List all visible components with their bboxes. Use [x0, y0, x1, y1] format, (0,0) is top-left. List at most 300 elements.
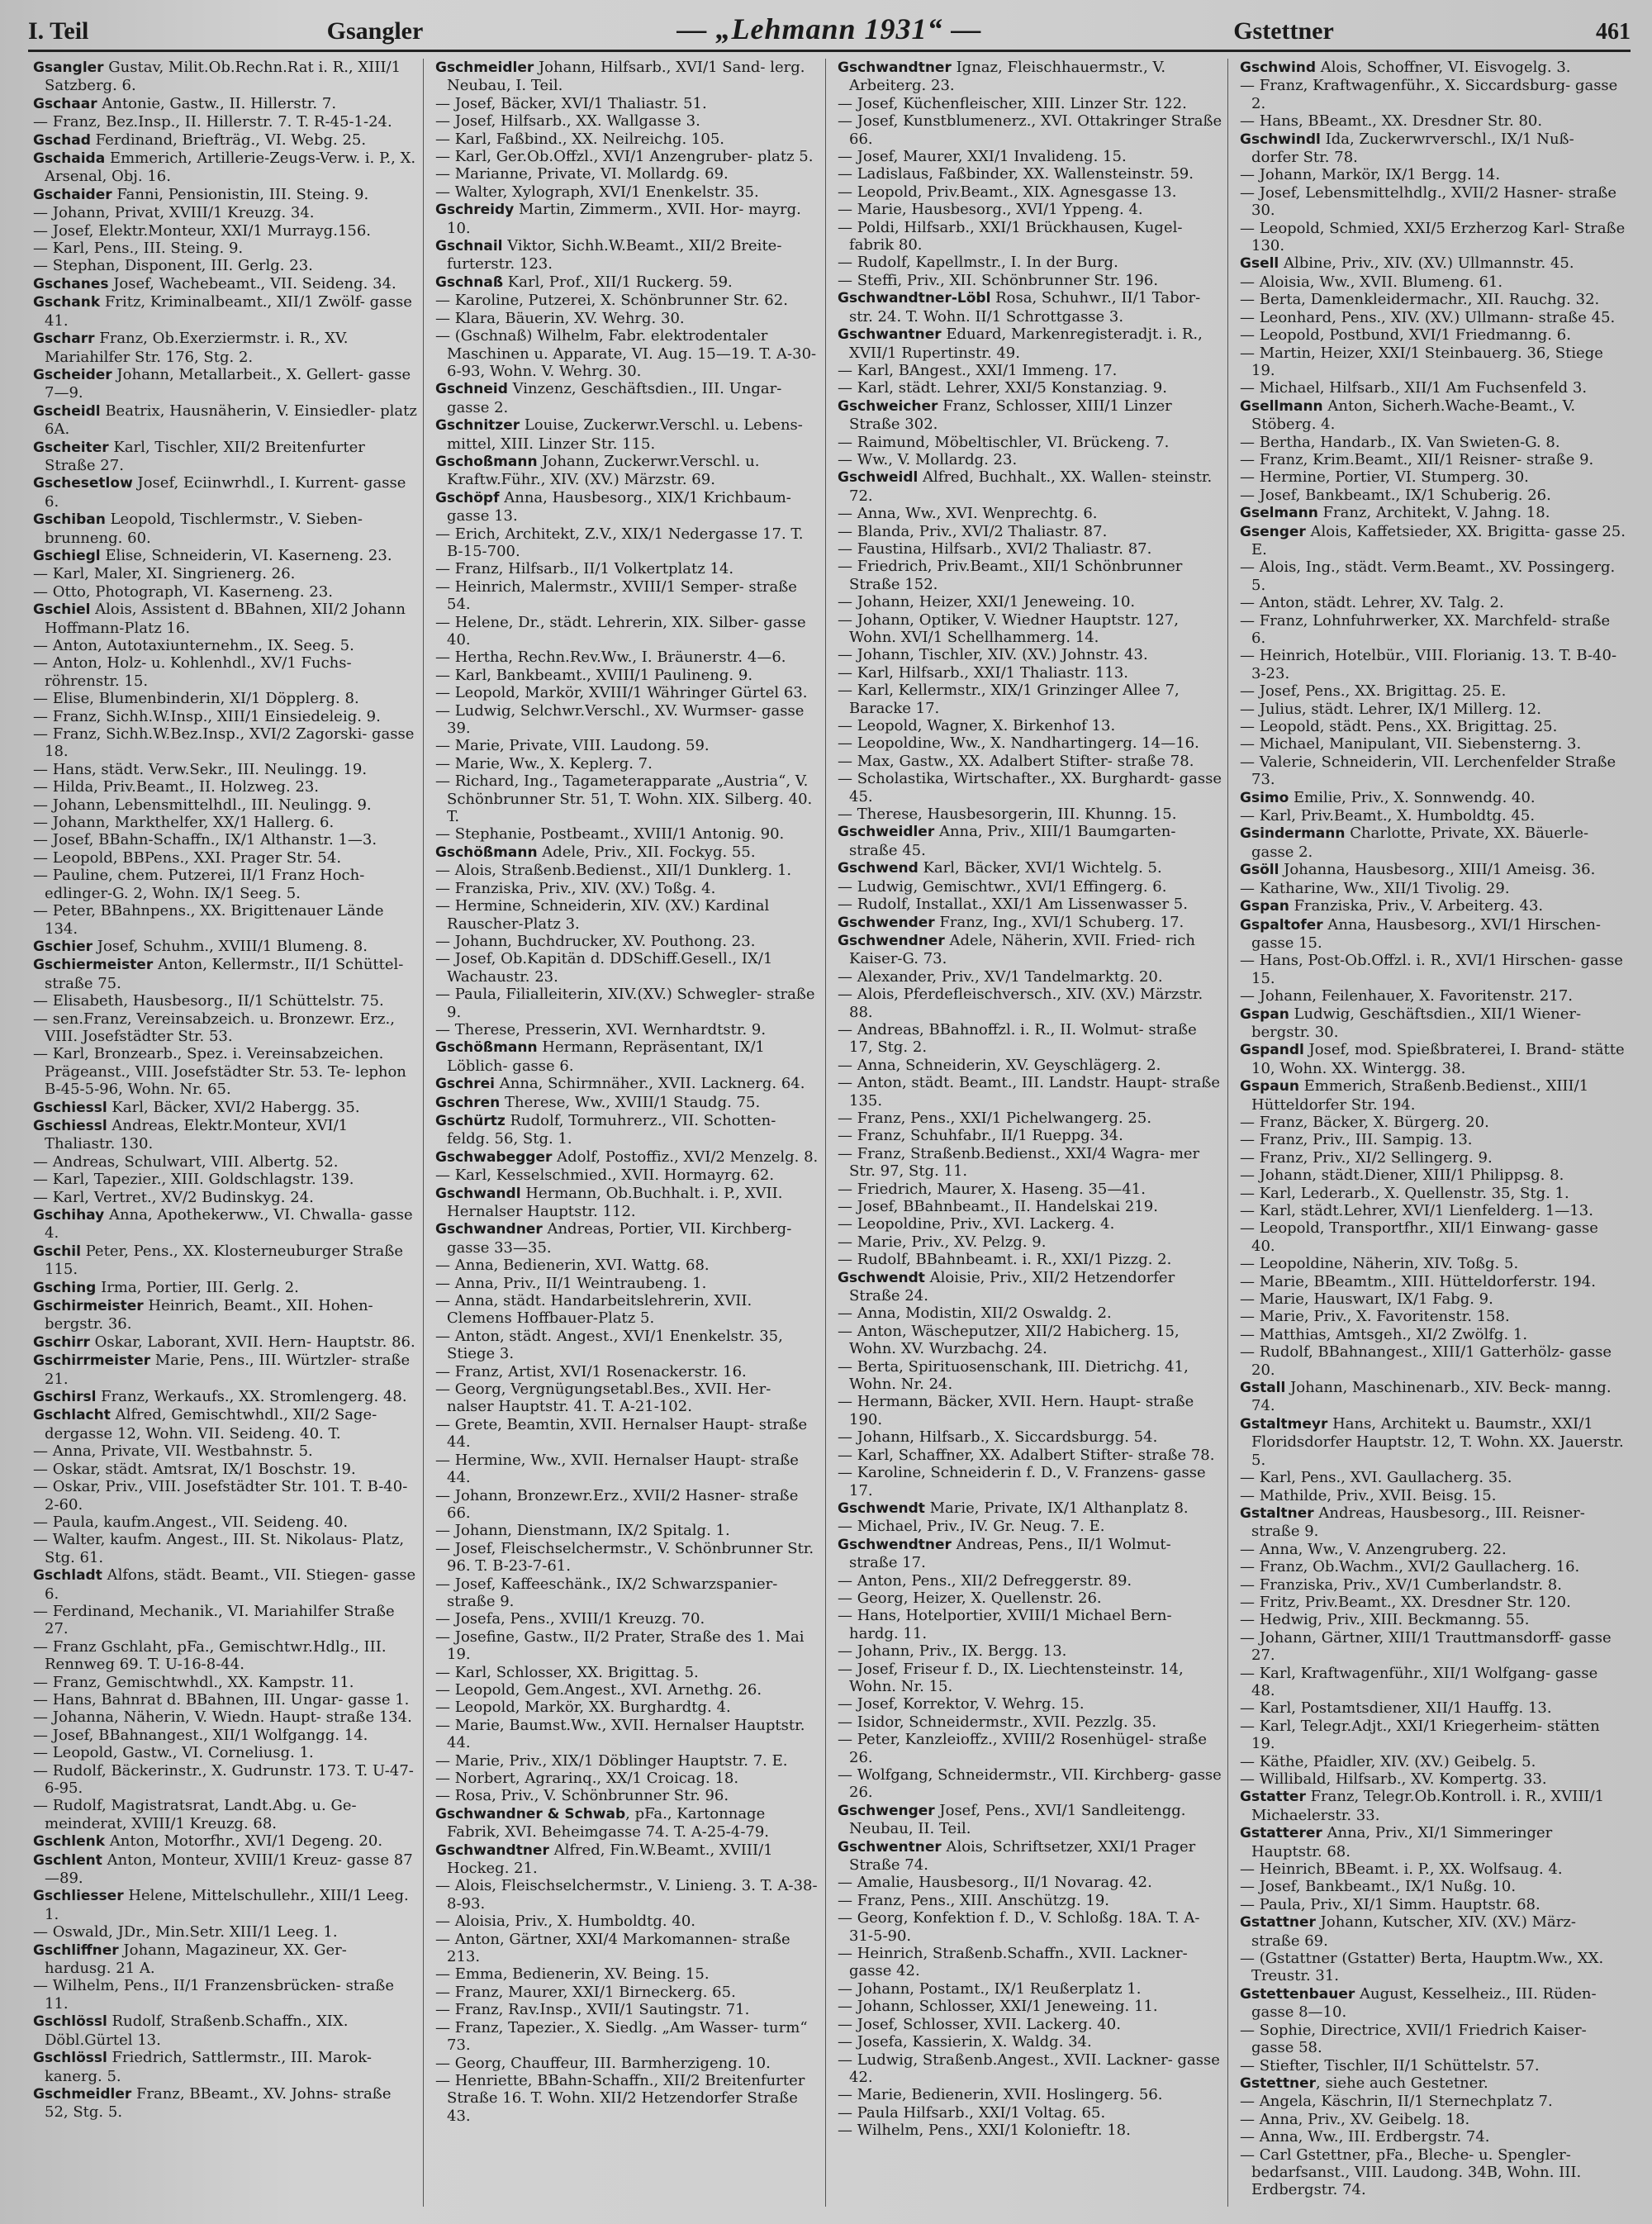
entry-text: Charlotte, Private, XX. Bäuerle- gasse 2. — [1251, 824, 1589, 861]
entry-surname: Gschiel — [33, 601, 91, 619]
entry-text: — Marie, Priv., XV. Pelzg. 9. — [838, 1233, 1047, 1251]
directory-entry — [33, 1333, 418, 1352]
directory-entry — [838, 1358, 1222, 1394]
entry-text: — Blanda, Priv., XVI/2 Thaliastr. 87. — [838, 522, 1108, 540]
entry-text: Ignaz, Fleischhauermstr., V. Arbeiterg. 23. — [849, 59, 1166, 95]
directory-entry — [1240, 753, 1626, 789]
entry-surname: Gsenger — [1240, 523, 1306, 540]
directory-entry — [838, 558, 1222, 593]
entry-text: — Josef, Kaffeeschänk., IX/2 Schwarzspanier- straße 9. — [435, 1575, 778, 1610]
entry-surname: Gschad — [33, 131, 91, 149]
entry-text: — Hilda, Priv.Beamt., II. Holzweg. 23. — [33, 778, 320, 796]
entry-surname: Gschwandl — [435, 1185, 521, 1202]
directory-entry — [838, 540, 1222, 558]
directory-entry — [33, 1010, 418, 1046]
entry-text: — Leopold, Postbund, XVI/1 Friedmanng. 6. — [1240, 326, 1571, 345]
entry-text: — Angela, Käschrin, II/1 Sternechplatz 7. — [1240, 2093, 1553, 2111]
directory-entry — [1240, 558, 1626, 594]
directory-entry — [838, 2033, 1222, 2051]
directory-entry — [1240, 1167, 1626, 1184]
directory-entry — [435, 148, 820, 165]
entry-text: — Leopoldine, Priv., XVI. Lackerg. 4. — [838, 1215, 1115, 1233]
directory-entry — [838, 770, 1222, 805]
entry-text: — Helene, Dr., städt. Lehrerin, XIX. Silber- gasse 40. — [435, 613, 806, 649]
entry-text: — sen.Franz, Vereinsabzeich. u. Bronzewr. Erz., VIII. Josefstädter Str. 53. — [33, 1010, 395, 1045]
entry-text: — Franz, Lohnfuhrwerker, XX. Marchfeld- straße 6. — [1240, 611, 1611, 647]
directory-entry — [1240, 112, 1626, 130]
entry-text: Johann, Zuckerwr.Verschl. u. Kraftw.Führ., XIV. (XV.) Märzstr. 69. — [447, 452, 760, 489]
entry-surname: Gschwender — [838, 914, 935, 931]
entry-text: — Karl, Kraftwagenführ., XII/1 Wolfgang- gasse 48. — [1240, 1664, 1598, 1699]
entry-text: — (Gstattner (Gstatter) Berta, Hauptm.Ww., XX. Treustr. 31. — [1240, 1950, 1604, 1985]
entry-surname: Gstatterer — [1240, 1825, 1322, 1842]
entry-text: Alfred, Gemischtwhdl., XII/2 Sage- dergasse 12, Wohn. VII. Seideng. 40. T. — [45, 1406, 377, 1442]
directory-entry — [1240, 326, 1626, 344]
directory-entry — [33, 59, 418, 95]
directory-entry — [1240, 273, 1626, 291]
entry-text: — Rosa, Priv., V. Schönbrunner Str. 96. — [435, 1787, 729, 1805]
directory-entry — [1240, 1913, 1626, 1950]
entry-text: — Josefa, Pens., XVIII/1 Kreuzg. 70. — [435, 1610, 705, 1628]
entry-text: — Berta, Spirituosenschank, III. Dietrichg. 41, Wohn. Nr. 24. — [838, 1357, 1189, 1394]
entry-text: — Johann, Heizer, XXI/1 Jeneweing. 10. — [838, 593, 1136, 611]
directory-entry — [838, 272, 1222, 289]
entry-surname: Gspan — [1240, 898, 1289, 915]
directory-entry — [838, 1074, 1222, 1110]
directory-entry — [435, 1805, 820, 1841]
directory-entry — [435, 59, 820, 95]
directory-entry — [33, 439, 418, 475]
entry-surname: Gstattner — [1240, 1914, 1316, 1932]
entry-surname: Gschwandtner — [435, 1841, 549, 1859]
directory-entry — [435, 1038, 820, 1075]
entry-text: Anna, Hausbesorg., XIX/1 Krichbaum- gasse 13. — [447, 488, 791, 525]
directory-entry — [1240, 861, 1626, 879]
entry-text: — Georg, Chauffeur, III. Barmherzigeng. 10. — [435, 2054, 771, 2072]
entry-text: Marie, Private, IX/1 Althanplatz 8. — [924, 1499, 1189, 1517]
entry-surname: Gschank — [33, 294, 101, 311]
entry-text: Josef, mod. Spießbraterei, I. Brand- stätte 10, Wohn. XX. Wintergg. 38. — [1251, 1041, 1625, 1077]
directory-entry — [1240, 1770, 1626, 1788]
entry-surname: Gschwandtner — [838, 59, 952, 76]
entry-text: — Amalie, Hausbesorg., II/1 Novarag. 42. — [838, 1874, 1152, 1892]
directory-entry — [33, 275, 418, 293]
directory-entry — [838, 664, 1222, 682]
entry-surname: Gsindermann — [1240, 825, 1346, 843]
directory-entry — [838, 1198, 1222, 1215]
entry-text: — Andreas, BBahnoffzl. i. R., II. Wolmut- straße 17, Stg. 2. — [838, 1020, 1197, 1057]
entry-text: Rosa, Schuhwr., II/1 Tabor- str. 24. T. Wohn. II/1 Schrottgasse 3. — [849, 289, 1201, 326]
directory-entry — [838, 1766, 1222, 1802]
directory-entry — [435, 273, 820, 292]
entry-text: — Poldi, Hilfsarb., XXI/1 Brückhausen, Kugel- fabrik 80. — [838, 218, 1183, 254]
entry-text: — Leopoldine, Näherin, XIV. Toßg. 5. — [1240, 1255, 1519, 1273]
entry-text: Alois, Schriftsetzer, XXI/1 Prager Straße 74. — [849, 1837, 1196, 1875]
entry-text: Anton, Kellermstr., II/1 Schüttel- straße 75. — [45, 956, 404, 992]
directory-entry — [1240, 1114, 1626, 1131]
directory-entry — [1240, 1558, 1626, 1575]
entry-text: — Paula Hilfsarb., XXI/1 Voltag. 65. — [838, 2103, 1106, 2122]
directory-entry — [838, 611, 1222, 647]
entry-text: Anton, Sicherh.Wache-Beamt., V. Stöberg. 4. — [1251, 397, 1576, 434]
entry-text: Alois, Kaffetsieder, XX. Brigitta- gasse 25. E. — [1251, 522, 1626, 558]
directory-entry — [1240, 131, 1626, 167]
entry-surname: Gschwendner — [838, 932, 945, 949]
entry-text: — Anna, Ww., V. Anzengruberg. 22. — [1240, 1540, 1507, 1558]
entry-text: Franz, Ing., XVI/1 Schuberg. 17. — [934, 913, 1184, 931]
entry-text: — Julius, städt. Lehrer, IX/1 Millerg. 12. — [1240, 700, 1541, 718]
directory-entry — [1240, 1131, 1626, 1148]
entry-text: Franz, Schlosser, XIII/1 Linzer Straße 302. — [849, 397, 1172, 434]
entry-text: — Oswald, JDr., Min.Setr. XIII/1 Leeg. 1. — [33, 1923, 338, 1941]
directory-entry — [1240, 1149, 1626, 1167]
directory-entry — [838, 1945, 1222, 1980]
directory-entry — [1240, 1985, 1626, 2022]
entry-text: — Bertha, Handarb., IX. Van Swieten-G. 8. — [1240, 433, 1560, 451]
entry-text: — Fritz, Priv.Beamt., XX. Dresdner Str. 120. — [1240, 1593, 1571, 1611]
entry-text: — Michael, Hilfsarb., XII/1 Am Fuchsenfeld 3. — [1240, 379, 1588, 397]
directory-entry — [838, 1642, 1222, 1660]
directory-entry — [435, 862, 820, 879]
entry-text: — Franz, Hilfsarb., II/1 Volkertplatz 14. — [435, 560, 734, 578]
entry-text: Alfred, Fin.W.Beamt., XVIII/1 Hockeg. 21. — [447, 1841, 773, 1878]
directory-entry — [838, 1323, 1222, 1358]
directory-entry — [1240, 1077, 1626, 1114]
entry-text: Anna, Schirmnäher., XVII. Lacknerg. 64. — [495, 1075, 805, 1093]
directory-entry — [33, 690, 418, 707]
entry-text: — Franz, Bäcker, X. Bürgerg. 20. — [1240, 1113, 1489, 1131]
entry-text: Anna, Priv., XIII/1 Baumgarten- straße 45. — [849, 823, 1176, 859]
directory-entry — [435, 1185, 820, 1221]
entry-text: Johanna, Hausbesorg., XIII/1 Ameisg. 36. — [1279, 861, 1596, 879]
directory-entry — [838, 968, 1222, 986]
directory-entry — [33, 601, 418, 637]
entry-text: Josef, Wachebeamt., VII. Seideng. 34. — [108, 274, 396, 292]
directory-entry — [838, 1464, 1222, 1499]
entry-text: — Johann, Bronzewr.Erz., XVII/2 Hasner- straße 66. — [435, 1486, 799, 1522]
entry-text: Elise, Schneiderin, VI. Kaserneng. 23. — [100, 546, 392, 564]
entry-text: — Leopold, Markör, XVIII/1 Währinger Gürtel 63. — [435, 684, 808, 702]
entry-surname: Gstettner — [1240, 2074, 1316, 2092]
entry-surname: Gspan — [1240, 1005, 1289, 1023]
directory-entry — [33, 1153, 418, 1171]
entry-surname: Gschwentner — [838, 1838, 942, 1856]
entry-text: — Karl, Bronzearb., Spez. i. Vereinsabzeichen. Prägeanst., VIII. Josefstädter Str. 53. Te- lephon B-45-5-96, Wohn. Nr. 65. — [33, 1045, 406, 1099]
entry-text: — Anna, Modistin, XII/2 Oswaldg. 2. — [838, 1304, 1112, 1323]
directory-entry — [1240, 220, 1626, 255]
entry-surname: Gstall — [1240, 1380, 1286, 1397]
entry-text: — Leopoldine, Ww., X. Nandhartingerg. 14—16. — [838, 734, 1199, 753]
directory-entry — [435, 825, 820, 843]
directory-entry — [838, 379, 1222, 397]
entry-text: — Friedrich, Maurer, X. Haseng. 35—41. — [838, 1180, 1146, 1198]
entry-text: Hermann, Ob.Buchhalt. i. P., XVII. Hernalser Hauptstr. 112. — [447, 1184, 783, 1220]
entry-surname: Gschiessl — [33, 1117, 107, 1134]
directory-entry — [435, 131, 820, 148]
directory-entry — [1240, 594, 1626, 611]
entry-text: — Heinrich, Malermstr., XVIII/1 Semper- straße 54. — [435, 577, 797, 614]
directory-entry — [1240, 2111, 1626, 2128]
directory-entry — [838, 1572, 1222, 1590]
entry-text: — Pauline, chem. Putzerei, II/1 Franz Hoch- edlinger-G. 2, Wohn. IX/1 Seeg. 5. — [33, 867, 365, 902]
entry-text: — Franziska, Priv., XIV. (XV.) Toßg. 4. — [435, 879, 716, 897]
entry-text: — Walter, kaufm. Angest., III. St. Nikolaus- Platz, Stg. 61. — [33, 1531, 405, 1566]
entry-text: — Hermann, Bäcker, XVII. Hern. Haupt- straße 190. — [838, 1393, 1194, 1428]
entry-text: — Johann, Hilfsarb., X. Siccardsburgg. 54. — [838, 1428, 1158, 1447]
directory-entry — [1240, 2146, 1626, 2199]
directory-entry — [435, 1416, 820, 1452]
directory-entry — [435, 560, 820, 577]
directory-entry — [838, 254, 1222, 271]
entry-surname: Gschmeidler — [435, 59, 534, 76]
directory-entry — [435, 1167, 820, 1184]
directory-entry — [838, 682, 1222, 717]
entry-text: — Karl, Vertret., XV/2 Budinskyg. 24. — [33, 1188, 314, 1206]
entry-text: — Andreas, Schulwart, VIII. Albertg. 52. — [33, 1152, 339, 1171]
directory-entry — [838, 1110, 1222, 1127]
entry-text: Friedrich, Sattlermstr., III. Marok- kanerg. 5. — [45, 2049, 372, 2085]
entry-text: — Richard, Ing., Tagameterapparate „Austria“, V. Schönbrunner Str. 51, T. Wohn. XIX. Silberg. 40. T. — [435, 772, 813, 826]
entry-text: Fanni, Pensionistin, III. Steing. 9. — [112, 185, 369, 203]
entry-text: Peter, Pens., XX. Klosterneuburger Straße 115. — [45, 1242, 403, 1279]
entry-surname: Gschwantner — [838, 326, 942, 344]
entry-text: — Karl, Kellermstr., XIX/1 Grinzinger Allee 7, Baracke 17. — [838, 682, 1180, 717]
directory-entry — [33, 902, 418, 938]
directory-entry — [435, 1717, 820, 1752]
entry-text: — Hans, Bahnrat d. BBahnen, III. Ungar- gasse 1. — [33, 1690, 410, 1708]
entry-text: — Johann, Schlosser, XXI/1 Jeneweing. 11. — [838, 1998, 1158, 2016]
directory-entry — [1240, 379, 1626, 397]
directory-entry — [1240, 1753, 1626, 1770]
entry-text: — Karl, Postamtsdiener, XII/1 Hauffg. 13. — [1240, 1699, 1552, 1718]
directory-entry — [838, 451, 1222, 468]
directory-entry — [838, 878, 1222, 896]
directory-entry — [33, 1887, 418, 1923]
directory-entry — [33, 938, 418, 956]
entry-text: — Rudolf, Kapellmstr., I. In der Burg. — [838, 254, 1118, 272]
entry-surname: Gschnaß — [435, 273, 504, 291]
directory-entry — [1240, 1878, 1626, 1895]
entry-text: — Franz, Maurer, XXI/1 Birneckerg. 65. — [435, 1983, 736, 2001]
entry-text: Emilie, Priv., X. Sonnwendg. 40. — [1289, 788, 1536, 806]
entry-text: Louise, Zuckerwr.Verschl. u. Lebens- mittel, XIII. Linzer Str. 115. — [447, 416, 803, 453]
directory-entry — [1240, 1202, 1626, 1219]
entry-text: — Anton, Gärtner, XXI/4 Markomannen- straße 213. — [435, 1930, 790, 1966]
directory-entry — [33, 992, 418, 1010]
entry-text: Franz, BBeamt., XV. Johns- straße 52, Stg. 5. — [45, 2084, 392, 2122]
directory-entry — [1240, 1665, 1626, 1700]
directory-entry — [1240, 2057, 1626, 2074]
entry-text: Josef, Eciinwrhdl., I. Kurrent- gasse 6. — [45, 474, 406, 511]
directory-entry — [838, 219, 1222, 254]
directory-entry — [838, 289, 1222, 326]
directory-entry — [838, 1998, 1222, 2015]
entry-text: Franziska, Priv., V. Arbeiterg. 43. — [1289, 897, 1544, 915]
entry-text: Anton, Monteur, XVIII/1 Kreuz- gasse 87—89. — [45, 1851, 413, 1888]
directory-entry — [435, 1681, 820, 1699]
directory-entry — [838, 914, 1222, 932]
directory-entry — [33, 1566, 418, 1603]
entry-text: — Josef, Kunstblumenerz., XVI. Ottakringer Straße 66. — [838, 112, 1222, 148]
directory-entry — [435, 986, 820, 1021]
entry-text: Rudolf, Tormuhrerz., VII. Schotten- feldg. 56, Stg. 1. — [447, 1111, 776, 1148]
entry-text: Andreas, Pens., II/1 Wolmut- straße 17. — [849, 1535, 1171, 1572]
directory-entry — [435, 165, 820, 183]
entry-surname: Gschwendtner — [838, 1536, 952, 1553]
entry-text: Karl, Bäcker, XVI/2 Habergg. 35. — [107, 1098, 360, 1116]
directory-entry — [1240, 487, 1626, 504]
directory-entry — [435, 702, 820, 738]
entry-text: — Marie, Hausbesorg., XVI/1 Yppeng. 4. — [838, 201, 1143, 219]
directory-entry — [1240, 1308, 1626, 1325]
directory-entry — [33, 1797, 418, 1832]
directory-entry — [1240, 1860, 1626, 1878]
entry-text: — Friedrich, Priv.Beamt., XII/1 Schönbrunner Straße 152. — [838, 558, 1183, 593]
entry-surname: Gschneid — [435, 381, 508, 398]
entry-text: — Franz Gschlaht, pFa., Gemischtwr.Hdlg., III. Rennweg 69. T. U-16-8-44. — [33, 1637, 387, 1674]
directory-entry — [33, 849, 418, 867]
entry-text: — Leopold, Schmied, XXI/5 Erzherzog Karl- Straße 130. — [1240, 219, 1626, 255]
entry-text: — Georg, Konfektion f. D., V. Schloßg. 18A. T. A-31-5-90. — [838, 1909, 1200, 1945]
entry-text: — Ludwig, Straßenb.Angest., XVII. Lackner- gasse 42. — [838, 2051, 1220, 2086]
directory-entry — [33, 293, 418, 330]
entry-text: — Norbert, Agrarinq., XX/1 Croicag. 18. — [435, 1770, 739, 1787]
entry-text: Johann, Kutscher, XIV. (XV.) März- straße 69. — [1251, 1913, 1576, 1950]
entry-surname: Gschrei — [435, 1076, 495, 1093]
entry-surname: Gstettenbauer — [1240, 1985, 1355, 2003]
entry-surname: Gschirrmeister — [33, 1352, 151, 1370]
directory-entry — [1240, 880, 1626, 897]
directory-entry — [435, 1380, 820, 1416]
entry-text: — Berta, Damenkleidermachr., XII. Rauchg. 32. — [1240, 291, 1600, 309]
directory-entry — [33, 1478, 418, 1514]
directory-entry — [838, 753, 1222, 770]
directory-entry — [1240, 1041, 1626, 1077]
directory-entry — [435, 1148, 820, 1167]
directory-entry — [838, 59, 1222, 95]
directory-entry — [1240, 897, 1626, 915]
directory-entry — [1240, 1576, 1626, 1594]
directory-entry — [1240, 807, 1626, 824]
directory-entry — [838, 1269, 1222, 1305]
directory-entry — [435, 2055, 820, 2072]
entry-text: — Stiefter, Tischler, II/1 Schüttelstr. 57. — [1240, 2056, 1540, 2074]
directory-entry — [33, 867, 418, 902]
entry-text: Josef, Pens., XVI/1 Sandleitengg. Neubau, II. Teil. — [849, 1801, 1186, 1838]
entry-text: — Anna, Priv., II/1 Weintraubeng. 1. — [435, 1274, 707, 1292]
directory-entry — [33, 1117, 418, 1153]
entry-text: — Grete, Beamtin, XVII. Hernalser Haupt- straße 44. — [435, 1415, 808, 1452]
entry-text: — Carl Gstettner, pFa., Bleche- u. Spengler- bedarfsanst., VIII. Laudong. 34B, Wohn. III. Erdbergstr. 74. — [1240, 2146, 1582, 2199]
directory-entry — [435, 201, 820, 237]
entry-text: — Marie, Ww., X. Keplerg. 7. — [435, 754, 653, 772]
entry-surname: Gschlacht — [33, 1407, 111, 1424]
entry-surname: Gschnail — [435, 238, 503, 255]
directory-entry — [1240, 701, 1626, 718]
entry-text: Alois, Assistent d. BBahnen, XII/2 Johann Hoffmann-Platz 16. — [45, 601, 406, 637]
directory-entry — [838, 2104, 1222, 2122]
entry-text: — Karl, Kesselschmied., XVII. Hormayrg. 62. — [435, 1167, 775, 1185]
entry-text: — Hermine, Portier, VI. Stumperg. 30. — [1240, 468, 1529, 487]
entry-text: — Stephan, Disponent, III. Gerlg. 23. — [33, 257, 313, 275]
directory-entry — [1240, 1005, 1626, 1042]
entry-text: — Franz, Krim.Beamt., XII/1 Reisner- straße 9. — [1240, 450, 1594, 468]
entry-text: Franz, Ob.Exerziermstr. i. R., XV. Mariahilfer Str. 176, Stg. 2. — [45, 330, 349, 366]
entry-text: — Willibald, Hilfsarb., XV. Kompertg. 33. — [1240, 1770, 1547, 1788]
entry-text: — Josef, Pens., XX. Brigittag. 25. E. — [1240, 682, 1507, 701]
directory-entry — [33, 1388, 418, 1406]
directory-entry — [838, 183, 1222, 201]
directory-entry — [1240, 1718, 1626, 1753]
directory-entry — [33, 366, 418, 402]
directory-entry — [435, 1220, 820, 1257]
directory-entry — [435, 1487, 820, 1523]
directory-entry — [1240, 2022, 1626, 2057]
directory-entry — [33, 402, 418, 439]
column-4 — [1235, 59, 1631, 2207]
page-header — [28, 12, 1631, 52]
entry-surname: Gschiermeister — [33, 957, 154, 974]
entry-text: — Marianne, Private, VI. Mollardg. 69. — [435, 165, 729, 183]
directory-entry — [1240, 1699, 1626, 1717]
entry-surname: Gschweicher — [838, 397, 938, 415]
entry-text: — Alois, Fleischselchermstr., V. Linieng. 3. T. A-38-8-93. — [435, 1877, 818, 1913]
entry-text: Aloisie, Priv., XII/2 Hetzendorfer Straße 24. — [849, 1268, 1175, 1305]
column-1 — [28, 59, 424, 2207]
entry-surname: Gschirsl — [33, 1389, 97, 1406]
directory-entry — [33, 654, 418, 690]
entry-text: — Josef, Fleischselchermstr., V. Schönbrunner Str. 96. T. B-23-7-61. — [435, 1539, 814, 1575]
entry-text: — Karl, Hilfsarb., XXI/1 Thaliastr. 113. — [838, 663, 1129, 682]
entry-surname: Gschlössl — [33, 2050, 107, 2067]
directory-entry — [33, 1727, 418, 1744]
entry-text: Anna, Apothekerww., VI. Chwalla- gasse 4. — [45, 1206, 413, 1243]
entry-surname: Gsching — [33, 1279, 97, 1296]
entry-text: — Käthe, Pfaidler, XIV. (XV.) Geibelg. 5. — [1240, 1752, 1536, 1770]
entry-surname: Gschaider — [33, 186, 112, 203]
directory-entry — [1240, 254, 1626, 273]
entry-text: — Rudolf, Installat., XXI/1 Am Lissenwasser 5. — [838, 896, 1188, 914]
entry-surname: Gsimo — [1240, 789, 1289, 806]
directory-entry — [435, 112, 820, 130]
entry-text: Karl, Tischler, XII/2 Breitenfurter Straße 27. — [45, 438, 365, 474]
entry-surname: Gsell — [1240, 255, 1279, 273]
entry-text: — Anton, städt. Beamt., III. Landstr. Haupt- straße 135. — [838, 1074, 1221, 1110]
directory-entry — [33, 2085, 418, 2122]
directory-entry — [435, 1664, 820, 1681]
directory-entry — [33, 1206, 418, 1243]
entry-surname: Gschürtz — [435, 1112, 506, 1129]
entry-surname: Gstaltner — [1240, 1504, 1314, 1522]
entry-text: — Karl, Faßbind., XX. Neilreichg. 105. — [435, 130, 725, 148]
entry-text: — Leopold, Transportfhr., XII/1 Einwang- gasse 40. — [1240, 1219, 1598, 1255]
directory-entry — [33, 511, 418, 547]
entry-text: Andreas, Hausbesorg., III. Reisner- straße 9. — [1251, 1504, 1585, 1541]
directory-entry — [838, 1909, 1222, 1945]
entry-text: — Hans, städt. Verw.Sekr., III. Neulingg. 19. — [33, 760, 368, 778]
directory-entry — [1240, 1219, 1626, 1255]
entry-text: — Wilhelm, Pens., II/1 Franzensbrücken- straße 11. — [33, 1977, 394, 2013]
directory-entry — [33, 1406, 418, 1442]
page-number: 461 — [1596, 19, 1631, 45]
directory-entry — [838, 1499, 1222, 1518]
directory-entry — [435, 950, 820, 986]
directory-entry — [33, 330, 418, 366]
entry-text: Johann, Maschinenarb., XIV. Beck- manng. 74. — [1251, 1379, 1612, 1415]
directory-entry — [33, 796, 418, 814]
entry-text: — Franziska, Priv., XV/1 Cumberlandstr. 8. — [1240, 1575, 1562, 1594]
entry-text: — Josef, Ob.Kapitän d. DDSchiff.Gesell., IX/1 Wachaustr. 23. — [435, 950, 773, 986]
